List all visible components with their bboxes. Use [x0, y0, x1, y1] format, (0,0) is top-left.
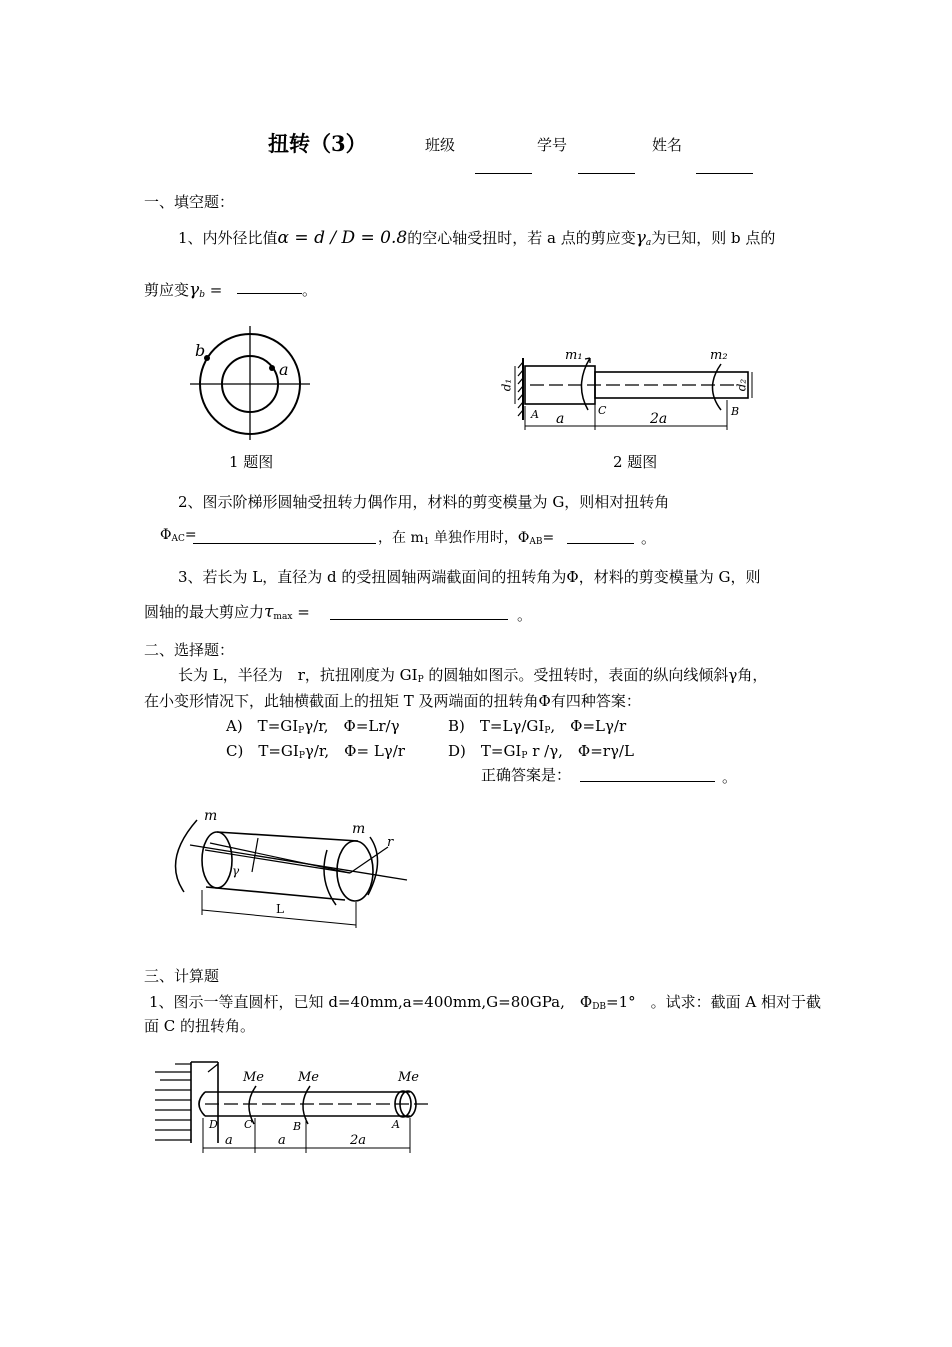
q3-text: 3、若长为 L，直径为 d 的受扭圆轴两端截面间的扭转角为Φ，材料的剪变模量为 G，则: [178, 568, 761, 586]
class-label: 班级: [425, 136, 456, 154]
s3-q1-line1-b: =1° 。试求：截面 A 相对于截: [606, 993, 822, 1011]
fig1-caption: 1 题图: [229, 453, 274, 471]
fig-shaft-2a: 2a: [350, 1133, 367, 1148]
q3-line2-prefix: 圆轴的最大剪应力: [144, 603, 265, 621]
option-c-b: γ/r, Φ= Lγ/r: [304, 742, 405, 760]
option-d-sub: P: [521, 751, 528, 761]
q2-eq1: =: [184, 527, 197, 543]
s2-line1-sub: P: [417, 675, 424, 685]
fig2-label-A: A: [531, 408, 539, 421]
fig2-label-d2: d₂: [734, 378, 749, 392]
s2-line1-a: 长为 L，半径为 r，抗扭刚度为 GI: [178, 666, 418, 684]
q1-line2-prefix: 剪应变: [144, 281, 190, 299]
q2-phi-ac-symbol: Φ: [160, 527, 172, 543]
option-a-a: A) T=GI: [226, 717, 299, 735]
q3-end: 。: [517, 606, 533, 624]
q1-gamma-b: γ: [189, 280, 200, 300]
q3-tau-sub: max: [273, 612, 293, 622]
q2-end: 。: [641, 529, 657, 547]
s3-q1-sub: DB: [592, 1002, 607, 1012]
q3-tau: τ: [264, 602, 274, 622]
option-c-a: C) T=GI: [226, 742, 299, 760]
option-b-sub: P: [544, 726, 551, 736]
fig-twist-r: r: [387, 835, 394, 850]
fig-shaft-D: D: [209, 1118, 218, 1131]
fig2-label-a: a: [556, 411, 565, 427]
q1-mid: 的空心轴受扭时，若 a 点的剪应变: [407, 229, 636, 247]
q1-suffix: 为已知，则 b 点的: [651, 229, 776, 247]
q1-eq: =: [209, 281, 223, 299]
q1-gamma-a: γ: [635, 228, 646, 248]
fig-shaft-a2: a: [278, 1133, 286, 1148]
q1-prefix: 1、内外径比值: [178, 229, 278, 247]
q2-phi-ab-sub: AB: [529, 537, 543, 547]
fig-shaft-B: B: [293, 1120, 302, 1133]
fig2-label-2a: 2a: [650, 411, 668, 427]
fig-shaft-a1: a: [225, 1133, 233, 1148]
fig1-label-b: b: [195, 341, 206, 360]
fig-shaft-C: C: [244, 1118, 253, 1131]
fig2-label-C: C: [598, 404, 607, 417]
q2-phi-ac-sub: AC: [171, 534, 185, 544]
s3-q1-line2: 面 C 的扭转角。: [144, 1017, 256, 1035]
name-label: 姓名: [652, 136, 683, 154]
option-b-a: B) T=Lγ/GI: [448, 717, 545, 735]
option-a-b: γ/r, Φ=Lr/γ: [304, 717, 400, 735]
q1-formula: α = d / D = 0.8: [277, 228, 408, 248]
q2-eq2: =: [542, 530, 555, 546]
student-id-label: 学号: [537, 136, 568, 154]
section2-heading: 二、选择题：: [144, 641, 235, 659]
fig2-label-B: B: [731, 405, 740, 418]
q1-end: 。: [302, 281, 318, 299]
fig-twist-m-right: m: [352, 821, 366, 837]
fig2-label-d1: d₁: [499, 378, 514, 392]
option-a-sub: P: [298, 726, 305, 736]
page-title: 扭转（3）: [268, 131, 367, 156]
q2-text: 2、图示阶梯形圆轴受扭转力偶作用，材料的剪变模量为 G，则相对扭转角: [178, 493, 670, 511]
section1-heading: 一、填空题：: [144, 193, 235, 211]
option-d-b: r /γ, Φ=rγ/L: [527, 742, 634, 760]
fig-shaft-me1: Me: [243, 1070, 265, 1085]
answer-label: 正确答案是：: [481, 766, 572, 784]
option-c-sub: P: [298, 751, 305, 761]
answer-end: 。: [722, 768, 738, 786]
fig-twist-m-left: m: [204, 808, 218, 824]
q1-gamma-a-sub: a: [645, 238, 652, 248]
q2-mid-a: ，在 m: [378, 530, 424, 546]
s2-line2: 在小变形情况下，此轴横截面上的扭矩 T 及两端面的扭转角Φ有四种答案：: [144, 692, 641, 710]
fig1-label-a: a: [279, 360, 289, 379]
option-b-b: , Φ=Lγ/r: [550, 717, 627, 735]
q1-gamma-b-sub: b: [199, 290, 205, 300]
fig-shaft-me3: Me: [398, 1070, 420, 1085]
q2-mid-sub: 1: [423, 537, 430, 547]
s3-q1-line1-a: 1、图示一等直圆杆，已知 d=40mm,a=400mm,G=80GPa, Φ: [149, 993, 593, 1011]
fig-twist-L: L: [276, 902, 284, 916]
fig2-label-m2: m₂: [710, 348, 728, 363]
section3-heading: 三、计算题: [144, 967, 220, 985]
fig2-label-m1: m₁: [565, 348, 583, 363]
fig-shaft-A: A: [392, 1118, 400, 1131]
fig-shaft-me2: Me: [298, 1070, 320, 1085]
q3-eq: =: [297, 603, 310, 621]
q2-mid-b: 单独作用时，Φ: [429, 530, 530, 546]
s2-line1-b: 的圆轴如图示。受扭转时，表面的纵向线倾斜γ角，: [423, 666, 768, 684]
fig2-caption: 2 题图: [613, 453, 658, 471]
fig-twist-gamma: γ: [232, 864, 240, 878]
option-d-a: D) T=GI: [448, 742, 522, 760]
